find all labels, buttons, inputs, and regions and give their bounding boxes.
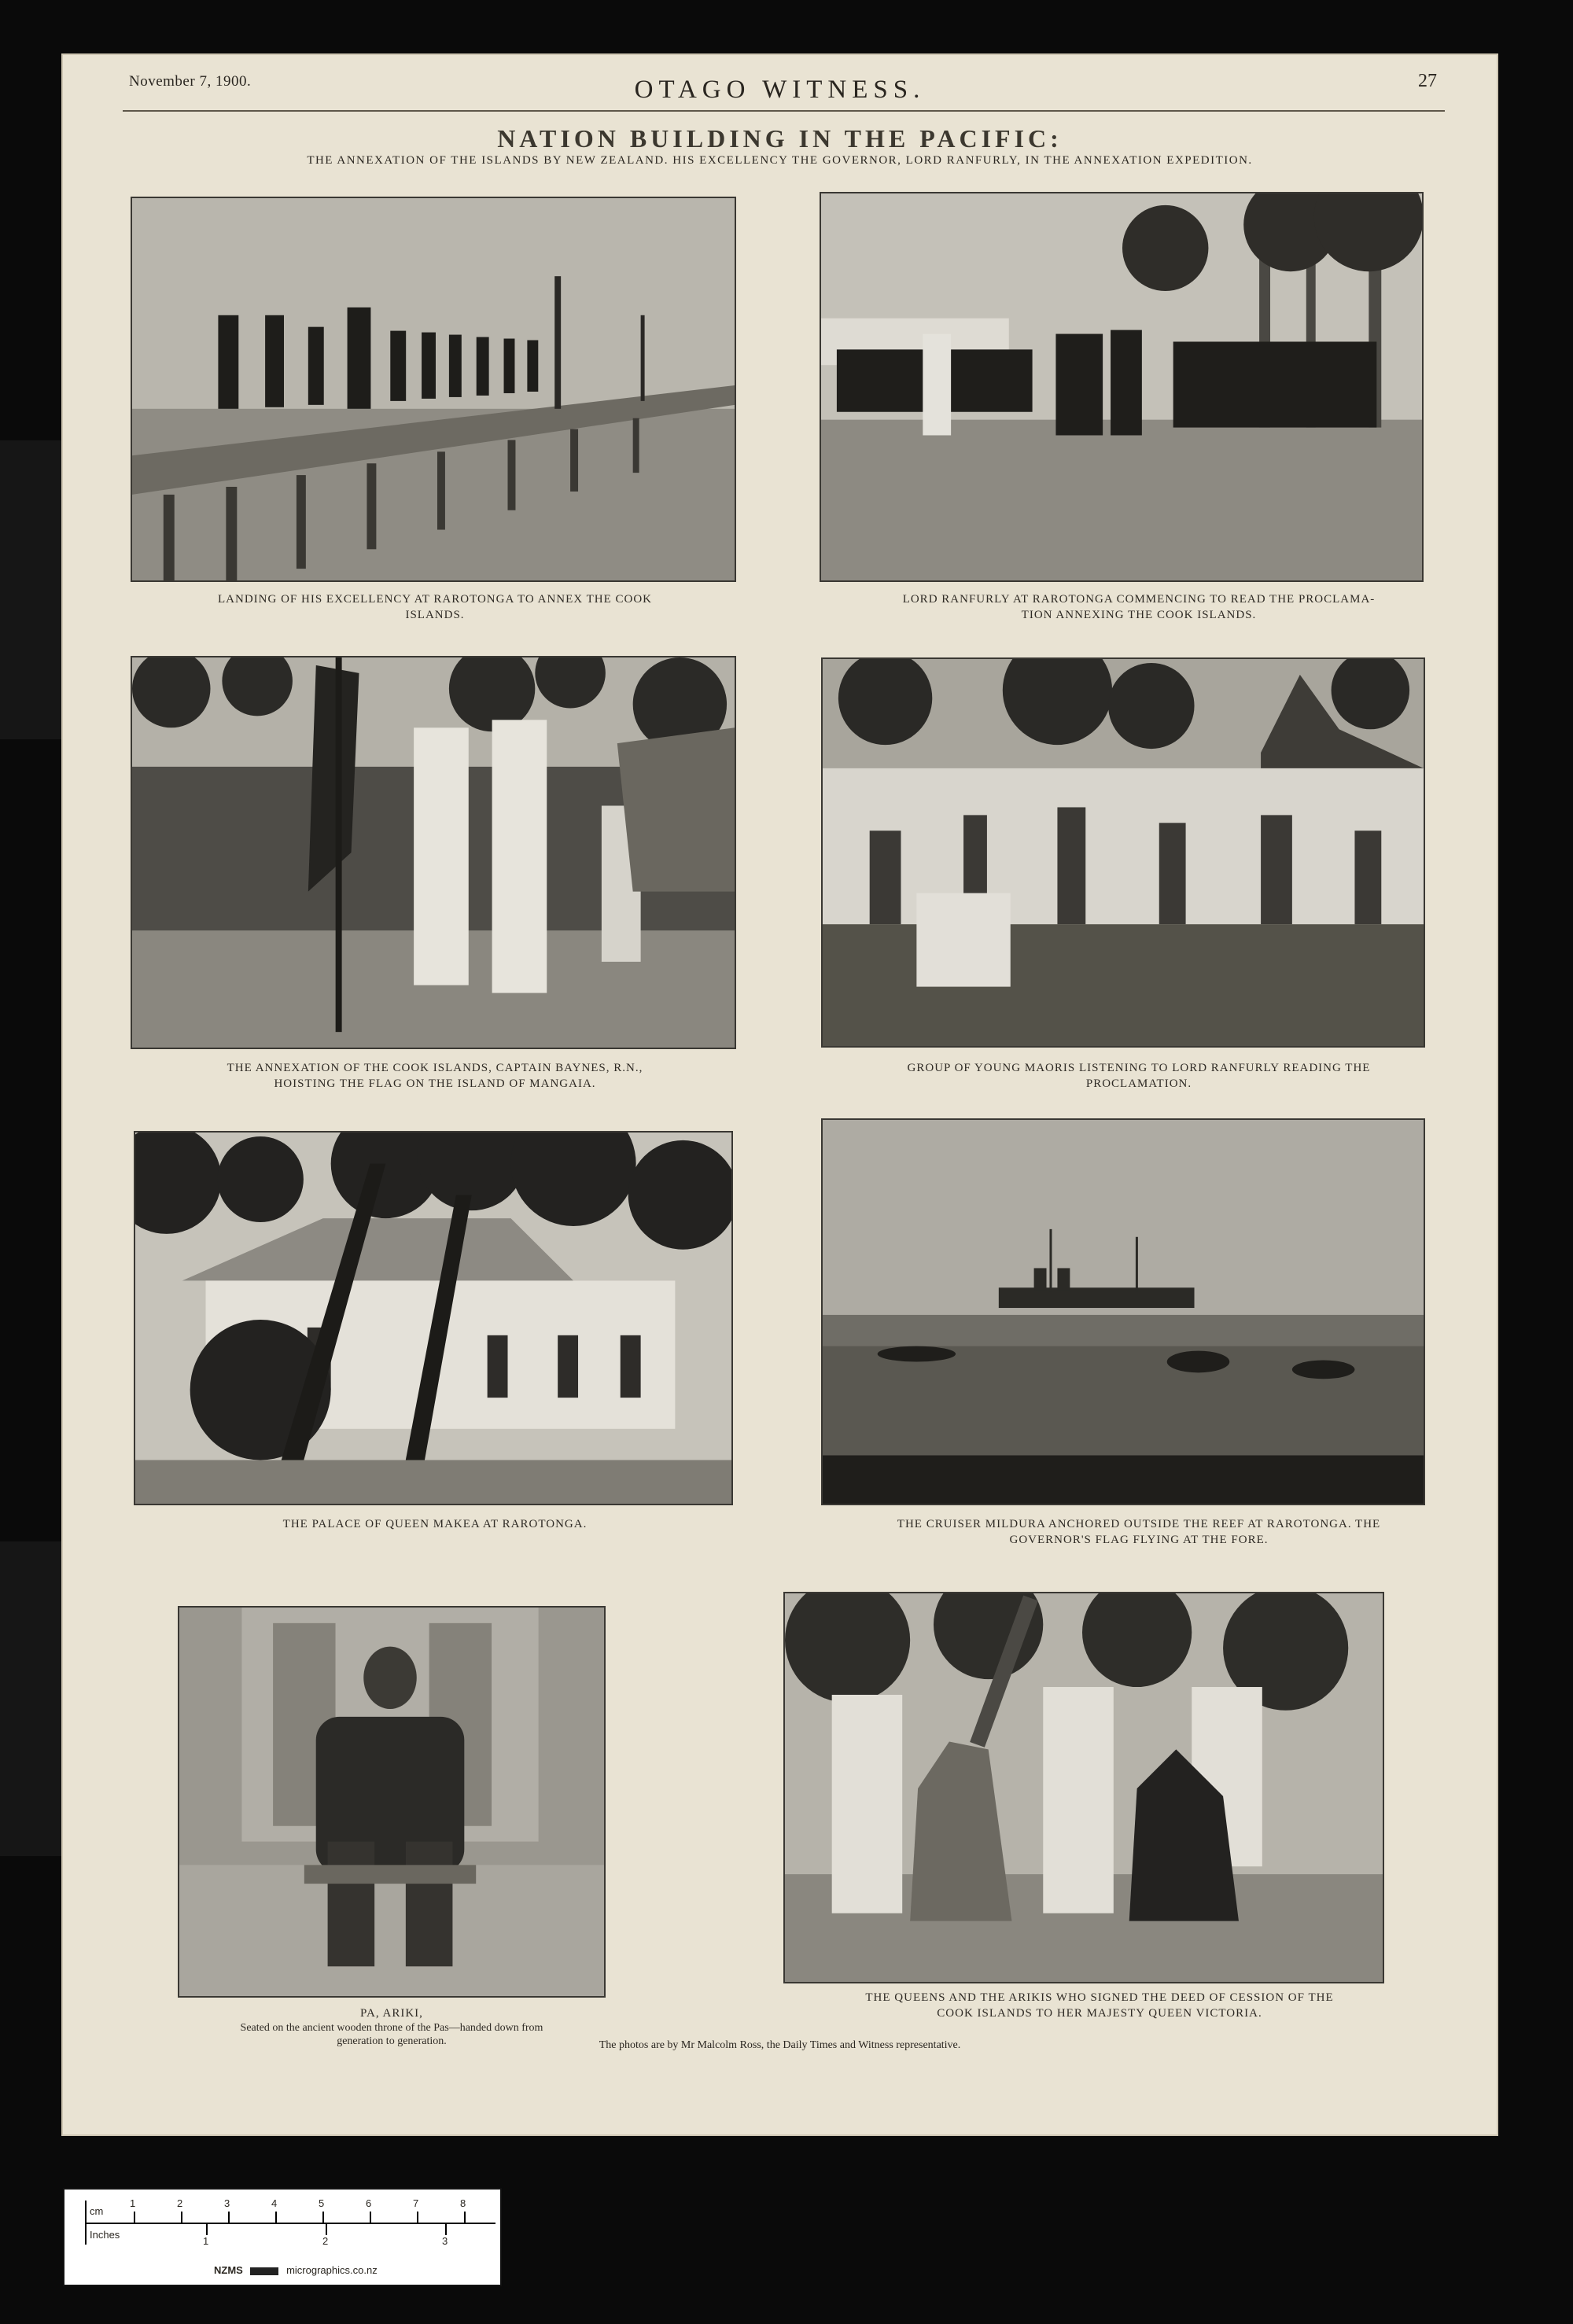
cm-mark: 4 [271, 2197, 278, 2209]
photo-flag-hoisting [131, 656, 736, 1049]
photo-landing-wharf [131, 197, 736, 582]
caption-queens-arikis: THE QUEENS AND THE ARIKIS WHO SIGNED THE DEED OF CESSION OF THE COOK ISLANDS TO HER MAJESTY QUEEN VICTORIA. [865, 1991, 1334, 2020]
photo-young-maoris [821, 657, 1425, 1048]
subcaption-pa-ariki: Seated on the ancient wooden throne of the Pas—handed down from generation to generation. [240, 2022, 543, 2047]
cm-mark: 7 [413, 2197, 419, 2209]
subheadline: THE ANNEXATION OF THE ISLANDS BY NEW ZEALAND. HIS EXCELLENCY THE GOVERNOR, LORD RANFURLY, IN THE ANNEXATION EXPEDITION. [307, 154, 1253, 167]
inch-mark: 2 [322, 2235, 329, 2247]
photo-pa-ariki [178, 1606, 606, 1998]
film-tab-bottom [0, 1541, 63, 1856]
cm-tick [181, 2212, 182, 2223]
caption-landing: LANDING OF HIS EXCELLENCY AT RAROTONGA TO ANNEX THE COOK ISLANDS. [218, 593, 652, 621]
photo-credit: The photos are by Mr Malcolm Ross, the Daily Times and Witness representative. [599, 2039, 961, 2051]
cm-mark: 8 [460, 2197, 466, 2209]
caption-pa-ariki: PA, ARIKI, [360, 2007, 423, 2020]
scale-ruler [85, 2197, 495, 2247]
photo-queen-makea-palace [134, 1131, 733, 1505]
cm-mark: 6 [366, 2197, 372, 2209]
cm-unit-label: cm [90, 2205, 104, 2217]
ruler-line [87, 2223, 495, 2224]
inch-tick [326, 2223, 327, 2235]
page-number: 27 [1418, 71, 1437, 91]
brand-blocks [250, 2267, 278, 2275]
headline: NATION BUILDING IN THE PACIFIC: [497, 124, 1063, 153]
brand-site: micrographics.co.nz [286, 2264, 378, 2276]
cm-tick [370, 2212, 371, 2223]
photo-proclamation-reading [820, 192, 1424, 582]
caption-flag-hoisting: THE ANNEXATION OF THE COOK ISLANDS, CAPTAIN BAYNES, R.N., HOISTING THE FLAG ON THE ISLAND OF MANGAIA. [227, 1062, 643, 1090]
cm-tick [275, 2212, 277, 2223]
caption-cruiser: THE CRUISER MILDURA ANCHORED OUTSIDE THE REEF AT RAROTONGA. THE GOVERNOR'S FLAG FLYING AT THE FORE. [897, 1518, 1381, 1546]
calibration-scale [63, 2188, 502, 2286]
inch-tick [445, 2223, 447, 2235]
nzms-logo [214, 2264, 378, 2276]
cm-tick [228, 2212, 230, 2223]
film-tab-top [0, 440, 63, 739]
photo-queens-and-arikis [783, 1592, 1384, 1983]
cm-tick [464, 2212, 466, 2223]
cm-mark: 2 [177, 2197, 183, 2209]
cm-mark: 1 [130, 2197, 136, 2209]
cm-tick [134, 2212, 135, 2223]
masthead-title: OTAGO WITNESS. [634, 76, 926, 104]
cm-tick [417, 2212, 418, 2223]
cm-mark: 5 [319, 2197, 325, 2209]
cm-tick [322, 2212, 324, 2223]
inch-mark: 1 [203, 2235, 209, 2247]
cm-mark: 3 [224, 2197, 230, 2209]
caption-proclamation: LORD RANFURLY AT RAROTONGA COMMENCING TO READ THE PROCLAMA-TION ANNEXING THE COOK ISLANDS. [902, 593, 1376, 621]
header-rule [123, 110, 1445, 112]
inch-tick [206, 2223, 208, 2235]
newspaper-page [61, 53, 1498, 2136]
photo-cruiser-mildura [821, 1118, 1425, 1505]
caption-young-maoris: GROUP OF YOUNG MAORIS LISTENING TO LORD RANFURLY READING THE PROCLAMATION. [907, 1062, 1371, 1090]
caption-palace: THE PALACE OF QUEEN MAKEA AT RAROTONGA. [282, 1518, 588, 1530]
inch-mark: 3 [442, 2235, 448, 2247]
brand-name: NZMS [214, 2264, 243, 2276]
inch-unit-label: Inches [90, 2229, 120, 2241]
issue-date: November 7, 1900. [129, 73, 252, 90]
